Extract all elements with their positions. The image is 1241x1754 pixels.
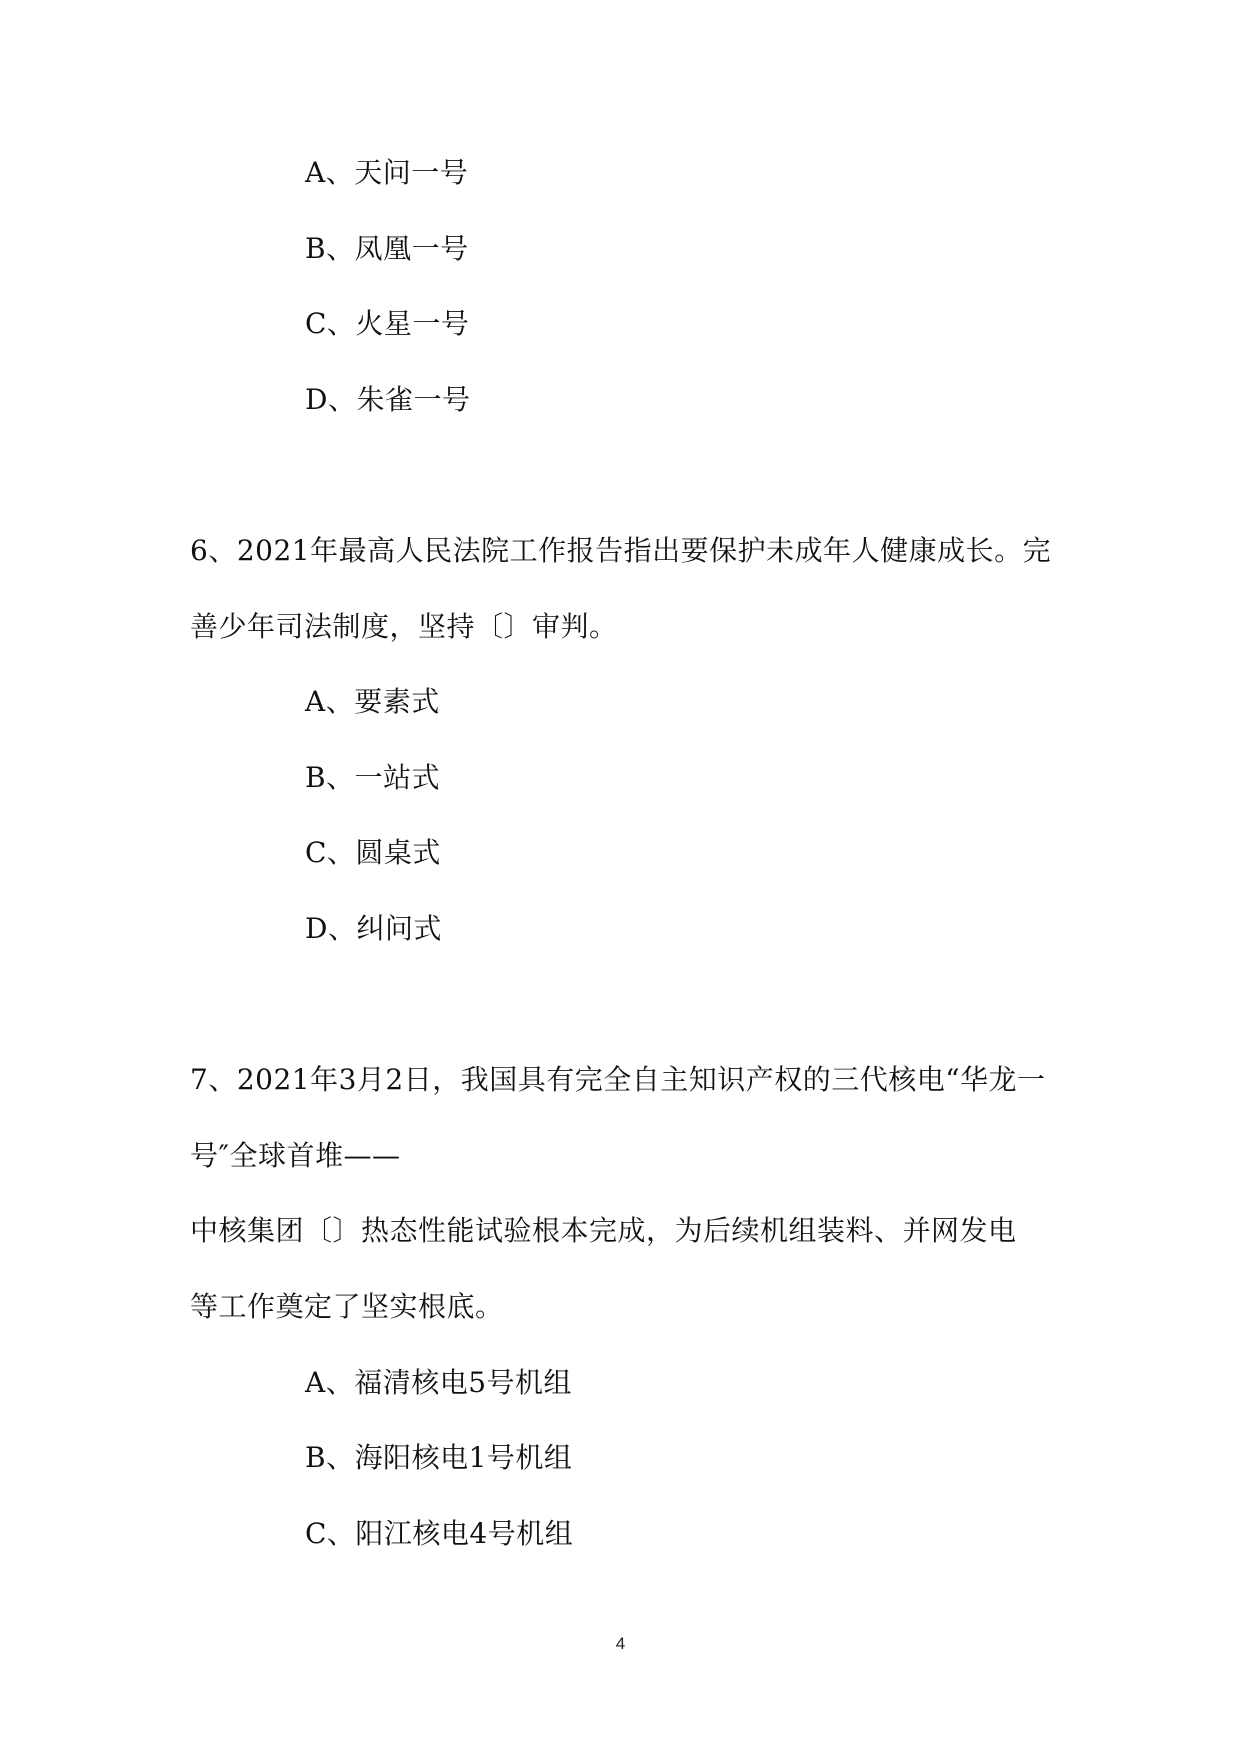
- q6-option-b: B、一站式: [305, 761, 441, 794]
- q7-stem-line-2: 号″全球首堆——: [190, 1139, 401, 1172]
- q5-option-d: D、朱雀一号: [305, 383, 471, 416]
- q7-option-b: B、海阳核电1号机组: [305, 1441, 573, 1474]
- q6-stem-line-1: 6、2021年最高人民法院工作报告指出要保护未成年人健康成长。完: [190, 534, 1052, 567]
- q6-stem-line-2: 善少年司法制度，坚持〔〕审判。: [190, 610, 618, 643]
- q7-option-c: C、阳江核电4号机组: [305, 1517, 574, 1550]
- q7-stem-line-1: 7、2021年3月2日，我国具有完全自主知识产权的三代核电“华龙一: [190, 1063, 1046, 1096]
- page-number: 4: [615, 1634, 626, 1653]
- q7-stem-line-3: 中核集团〔〕热态性能试验根本完成，为后续机组装料、并网发电: [190, 1214, 1017, 1247]
- q5-option-b: B、凤凰一号: [305, 232, 469, 265]
- q7-stem-line-4: 等工作奠定了坚实根底。: [190, 1290, 504, 1323]
- q7-option-a: A、福清核电5号机组: [305, 1366, 573, 1399]
- q5-option-a: A、天问一号: [305, 156, 469, 189]
- q6-option-a: A、要素式: [305, 685, 440, 718]
- q6-option-c: C、圆桌式: [305, 836, 441, 869]
- q5-option-c: C、火星一号: [305, 307, 470, 340]
- q6-option-d: D、纠问式: [305, 912, 442, 945]
